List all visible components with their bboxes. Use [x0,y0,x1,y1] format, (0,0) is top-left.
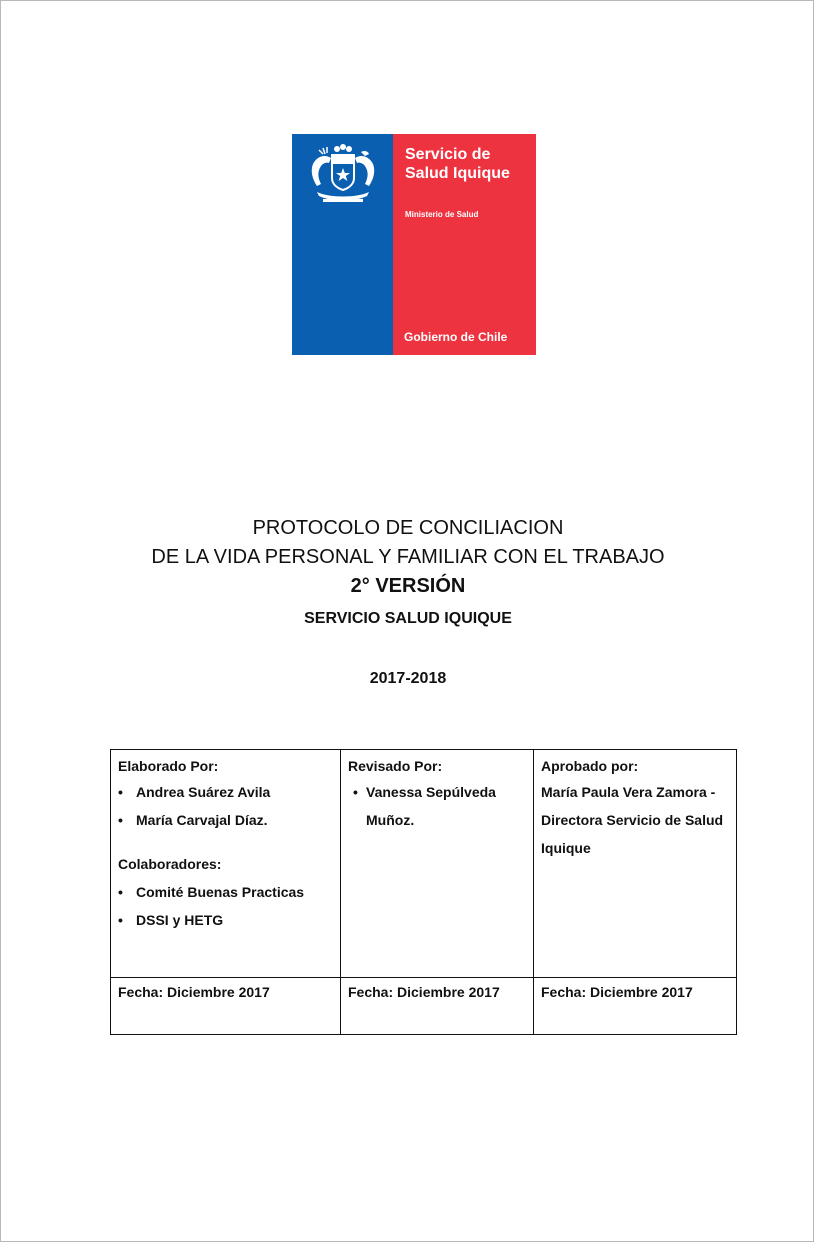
logo-government-text: Gobierno de Chile [404,330,508,344]
colaboradores-header: Colaboradores: [118,856,222,872]
list-item: • DSSI y HETG [118,906,333,934]
title-line-2: DE LA VIDA PERSONAL Y FAMILIAR CON EL TRABAJO [151,546,665,568]
elaborado-list [118,778,333,834]
title-line-1: PROTOCOLO DE CONCILIACION [252,517,564,539]
elaborado-cell [111,750,341,978]
aprobado-cell [534,750,737,978]
list-item: • Comité Buenas Practicas [118,878,333,906]
chile-coat-of-arms-icon [303,144,383,206]
revisado-list [348,778,526,834]
logo-red-panel [393,134,536,355]
fecha-revisado: Fecha: Diciembre 2017 [341,978,534,1035]
table-row [111,750,737,978]
title-version: 2° VERSIÓN [350,575,466,597]
table-row [111,978,737,1035]
logo-ministry-text: Ministerio de Salud [405,210,479,219]
list-item: • Vanessa Sepúlveda Muñoz. [348,778,526,834]
revisado-cell [341,750,534,978]
approval-table [110,749,737,1035]
revisado-header: Revisado Por: [348,758,443,774]
logo-blue-panel [292,134,393,355]
years: 2017-2018 [369,670,447,687]
aprobado-header: Aprobado por: [541,758,639,774]
title-block [1,514,814,688]
list-item: • María Carvajal Díaz. [118,806,333,834]
list-item: • Andrea Suárez Avila [118,778,333,806]
aprobado-text: María Paula Vera Zamora - Directora Servicio de Salud Iquique [541,784,724,856]
fecha-aprobado: Fecha: Diciembre 2017 [534,978,737,1035]
subtitle: SERVICIO SALUD IQUIQUE [304,610,512,627]
colaboradores-list [118,878,333,934]
elaborado-header: Elaborado Por: [118,758,219,774]
fecha-elaborado: Fecha: Diciembre 2017 [111,978,341,1035]
logo [292,134,536,355]
logo-brand-text: Servicio de Salud Iquique [405,146,510,182]
